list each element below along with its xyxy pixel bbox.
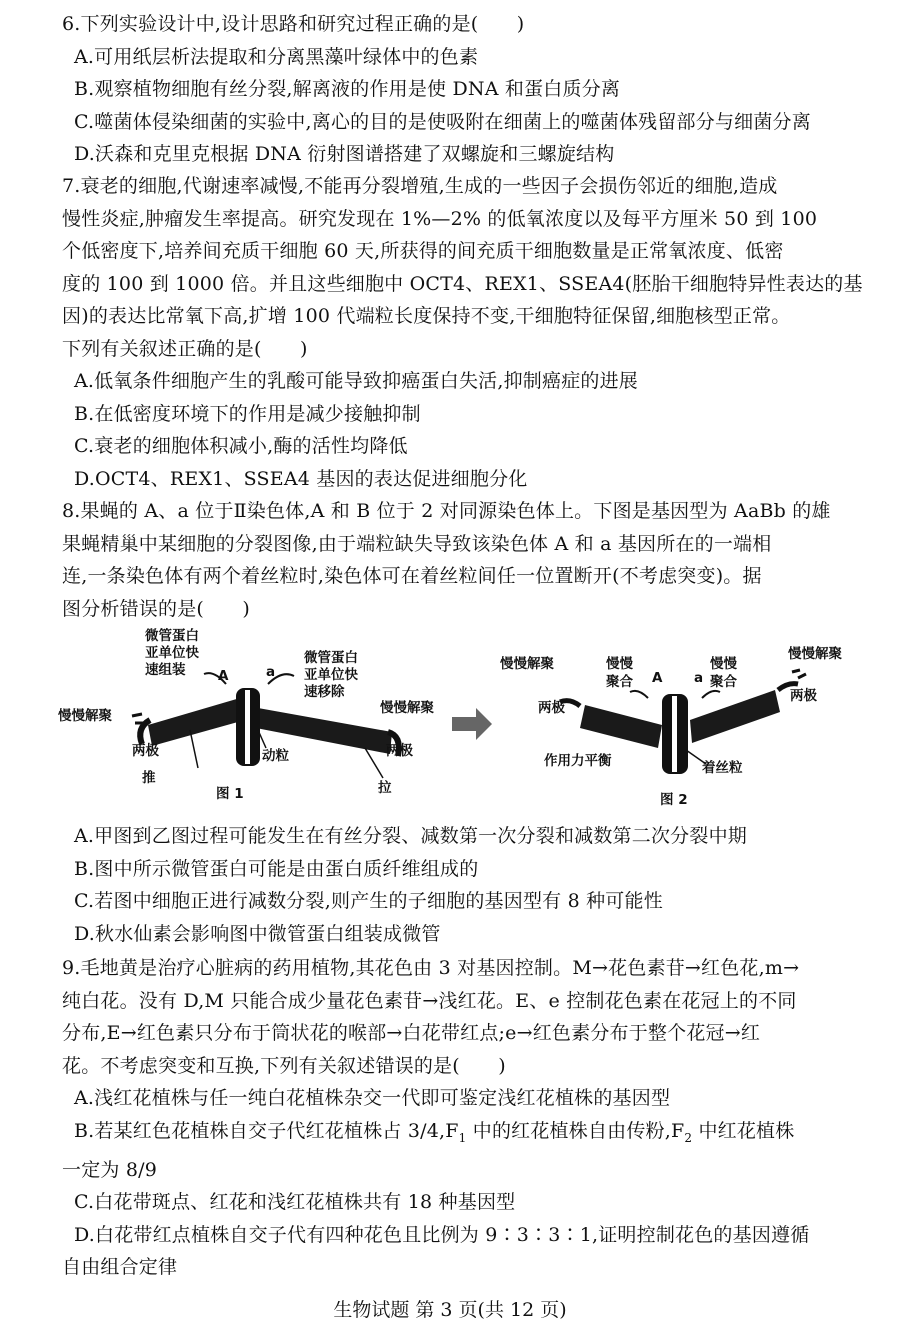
fig1-push: 推: [142, 770, 156, 786]
q7-stem-line: 个低密度下,培养间充质干细胞 60 天,所获得的间充质干细胞数量是正常氧浓度、低密: [62, 240, 784, 262]
q9-b-part3: 中红花植株: [692, 1119, 795, 1142]
q9-option-c: C.白花带斑点、红花和浅红花植株共有 18 种基因型: [74, 1191, 516, 1214]
q8-stem-line: 8.果蝇的 A、a 位于Ⅱ染色体,A 和 B 位于 2 对同源染色体上。下图是基因型为 AaBb 的雄: [62, 500, 831, 522]
q7-option-a: A.低氧条件细胞产生的乳酸可能导致抑癌蛋白失活,抑制癌症的进展: [74, 370, 639, 392]
q9-stem-line: 花。不考虑突变和互换,下列有关叙述错误的是( ): [62, 1054, 506, 1077]
fig1-pull: 拉: [378, 780, 392, 796]
q7-stem-line: 慢性炎症,肿瘤发生率提高。研究发现在 1%—2% 的低氧浓度以及每平方厘米 50 到 100: [62, 207, 818, 230]
transition-arrow-icon: [452, 708, 492, 740]
question-7: [62, 170, 862, 495]
q8-stem-line: 果蝇精巢中某细胞的分裂图像,由于端粒缺失导致该染色体 A 和 a 基因所在的一端相: [62, 532, 772, 555]
chromosome-figure: [40, 620, 870, 820]
q9-b-part1: B.若某红色花植株自交子代红花植株占 3/4,F: [74, 1119, 459, 1142]
q7-option-b: B.在低密度环境下的作用是减少接触抑制: [74, 402, 421, 425]
q6-option-b: B.观察植物细胞有丝分裂,解离液的作用是使 DNA 和蛋白质分离: [74, 78, 621, 100]
fig2-pole-left: 两极: [538, 700, 565, 716]
q9-b-sub2: 2: [684, 1130, 693, 1145]
q8-option-d: D.秋水仙素会影响图中微管蛋白组装成微管: [74, 922, 441, 945]
fig2-polymerize-left-2: 聚合: [606, 674, 633, 690]
fig2-polymerize-right-1: 慢慢: [710, 656, 737, 672]
q8-option-b: B.图中所示微管蛋白可能是由蛋白质纤维组成的: [74, 857, 479, 880]
fig1-slow-right: 慢慢解聚: [380, 700, 434, 716]
fig1-pole-right: 两极: [386, 743, 413, 759]
fig2-pole-right: 两极: [790, 688, 817, 704]
fig1-left-microtubule: [148, 698, 245, 746]
fig2-gene-A: A: [652, 670, 663, 686]
q8-option-a: A.甲图到乙图过程可能发生在有丝分裂、减数第一次分裂和减数第二次分裂中期: [74, 825, 747, 847]
fig2-arrow-a: [702, 691, 720, 698]
q9-option-d-cont: 自由组合定律: [62, 1256, 178, 1279]
q9-option-b-cont: 一定为 8/9: [62, 1158, 158, 1181]
fig1-fast-removal-1: 微管蛋白: [304, 650, 358, 666]
fig2-right-fragments: [792, 670, 806, 678]
page-footer: 生物试题 第 3 页(共 12 页): [333, 1299, 567, 1321]
fig2-centromere: 着丝粒: [702, 760, 743, 776]
fig1-chromosome-gap: [245, 690, 250, 764]
question-6: [62, 8, 862, 171]
fig1-push-line: [190, 730, 198, 768]
fig1-fast-assembly-2: 亚单位快: [145, 645, 199, 661]
fig1-kinetochore: 动粒: [262, 748, 289, 764]
q9-option-d: D.白花带红点植株自交子代有四种花色且比例为 9∶3∶3∶1,证明控制花色的基因遵循: [74, 1223, 810, 1246]
fig2-arrow-A: [630, 691, 648, 698]
fig2-right-microtubule: [690, 690, 780, 743]
q7-option-c: C.衰老的细胞体积减小,酶的活性均降低: [74, 435, 408, 457]
fig1-left-fragments: [132, 714, 143, 723]
fig1-caption: 图 1: [216, 786, 244, 802]
q7-stem-line: 下列有关叙述正确的是( ): [62, 337, 308, 360]
q6-stem: 6.下列实验设计中,设计思路和研究过程正确的是( ): [62, 13, 525, 35]
fig2-slow-left: 慢慢解聚: [500, 656, 554, 672]
question-9: [62, 952, 862, 1284]
fig2-chromosome-gap: [672, 696, 677, 772]
q7-stem-line: 因)的表达比常氧下高,扩增 100 代端粒长度保持不变,干细胞特征保留,细胞核型正常。: [62, 305, 791, 327]
q7-option-d: D.OCT4、REX1、SSEA4 基因的表达促进细胞分化: [74, 467, 528, 490]
q8-stem-line: 连,一条染色体有两个着丝粒时,染色体可在着丝粒间任一位置断开(不考虑突变)。据: [62, 565, 762, 587]
fig1-fast-removal-3: 速移除: [304, 684, 345, 700]
q9-b-sub1: 1: [458, 1130, 467, 1145]
q7-stem-line: 度的 100 到 1000 倍。并且这些细胞中 OCT4、REX1、SSEA4(胚胎干细胞特异性表达的基: [62, 272, 863, 295]
q9-b-part2: 中的红花植株自由传粉,F: [466, 1119, 685, 1142]
fig2-caption: 图 2: [660, 792, 688, 808]
q8-option-c: C.若图中细胞正进行减数分裂,则产生的子细胞的基因型有 8 种可能性: [74, 890, 663, 912]
fig2-polymerize-right-2: 聚合: [710, 674, 737, 690]
q6-option-c: C.噬菌体侵染细菌的实验中,离心的目的是使吸附在细菌上的噬菌体残留部分与细菌分离: [74, 110, 811, 133]
fig2-slow-right: 慢慢解聚: [788, 646, 842, 662]
q6-option-d: D.沃森和克里克根据 DNA 衍射图谱搭建了双螺旋和三螺旋结构: [74, 143, 615, 165]
fig2-force-balance: 作用力平衡: [544, 753, 612, 769]
fig1-fast-removal-2: 亚单位快: [304, 667, 358, 683]
q9-stem-line: 分布,E→红色素只分布于筒状花的喉部→白花带红点;e→红色素分布于整个花冠→红: [62, 1022, 761, 1044]
fig2-gene-a: a: [694, 670, 704, 686]
fig1-gene-a: a: [266, 664, 276, 680]
q9-stem-line: 9.毛地黄是治疗心脏病的药用植物,其花色由 3 对基因控制。M→花色素苷→红色花,m→: [62, 957, 800, 979]
q9-option-a: A.浅红花植株与任一纯白花植株杂交一代即可鉴定浅红花植株的基因型: [74, 1087, 671, 1109]
fig1-gene-A: A: [218, 668, 229, 684]
fig1-slow-left: 慢慢解聚: [58, 708, 112, 724]
q9-option-b: [62, 1115, 862, 1154]
fig1-pole-left: 两极: [132, 743, 159, 759]
fig2-polymerize-left-1: 慢慢: [606, 656, 633, 672]
fig1-pull-line: [365, 748, 383, 778]
q9-stem-line: 纯白花。没有 D,M 只能合成少量花色素苷→浅红花。E、e 控制花色素在花冠上的不同: [62, 989, 797, 1012]
q6-option-a: A.可用纸层析法提取和分离黑藻叶绿体中的色素: [74, 45, 479, 68]
fig1-fast-assembly-3: 速组装: [145, 662, 186, 678]
fig2-left-microtubule: [580, 705, 662, 748]
q7-stem-line: 7.衰老的细胞,代谢速率减慢,不能再分裂增殖,生成的一些因子会损伤邻近的细胞,造成: [62, 175, 778, 197]
fig1-fast-assembly-1: 微管蛋白: [145, 628, 199, 644]
question-8: [62, 495, 862, 625]
q8-stem-line: 图分析错误的是( ): [62, 597, 251, 620]
question-8-options: [62, 820, 862, 950]
